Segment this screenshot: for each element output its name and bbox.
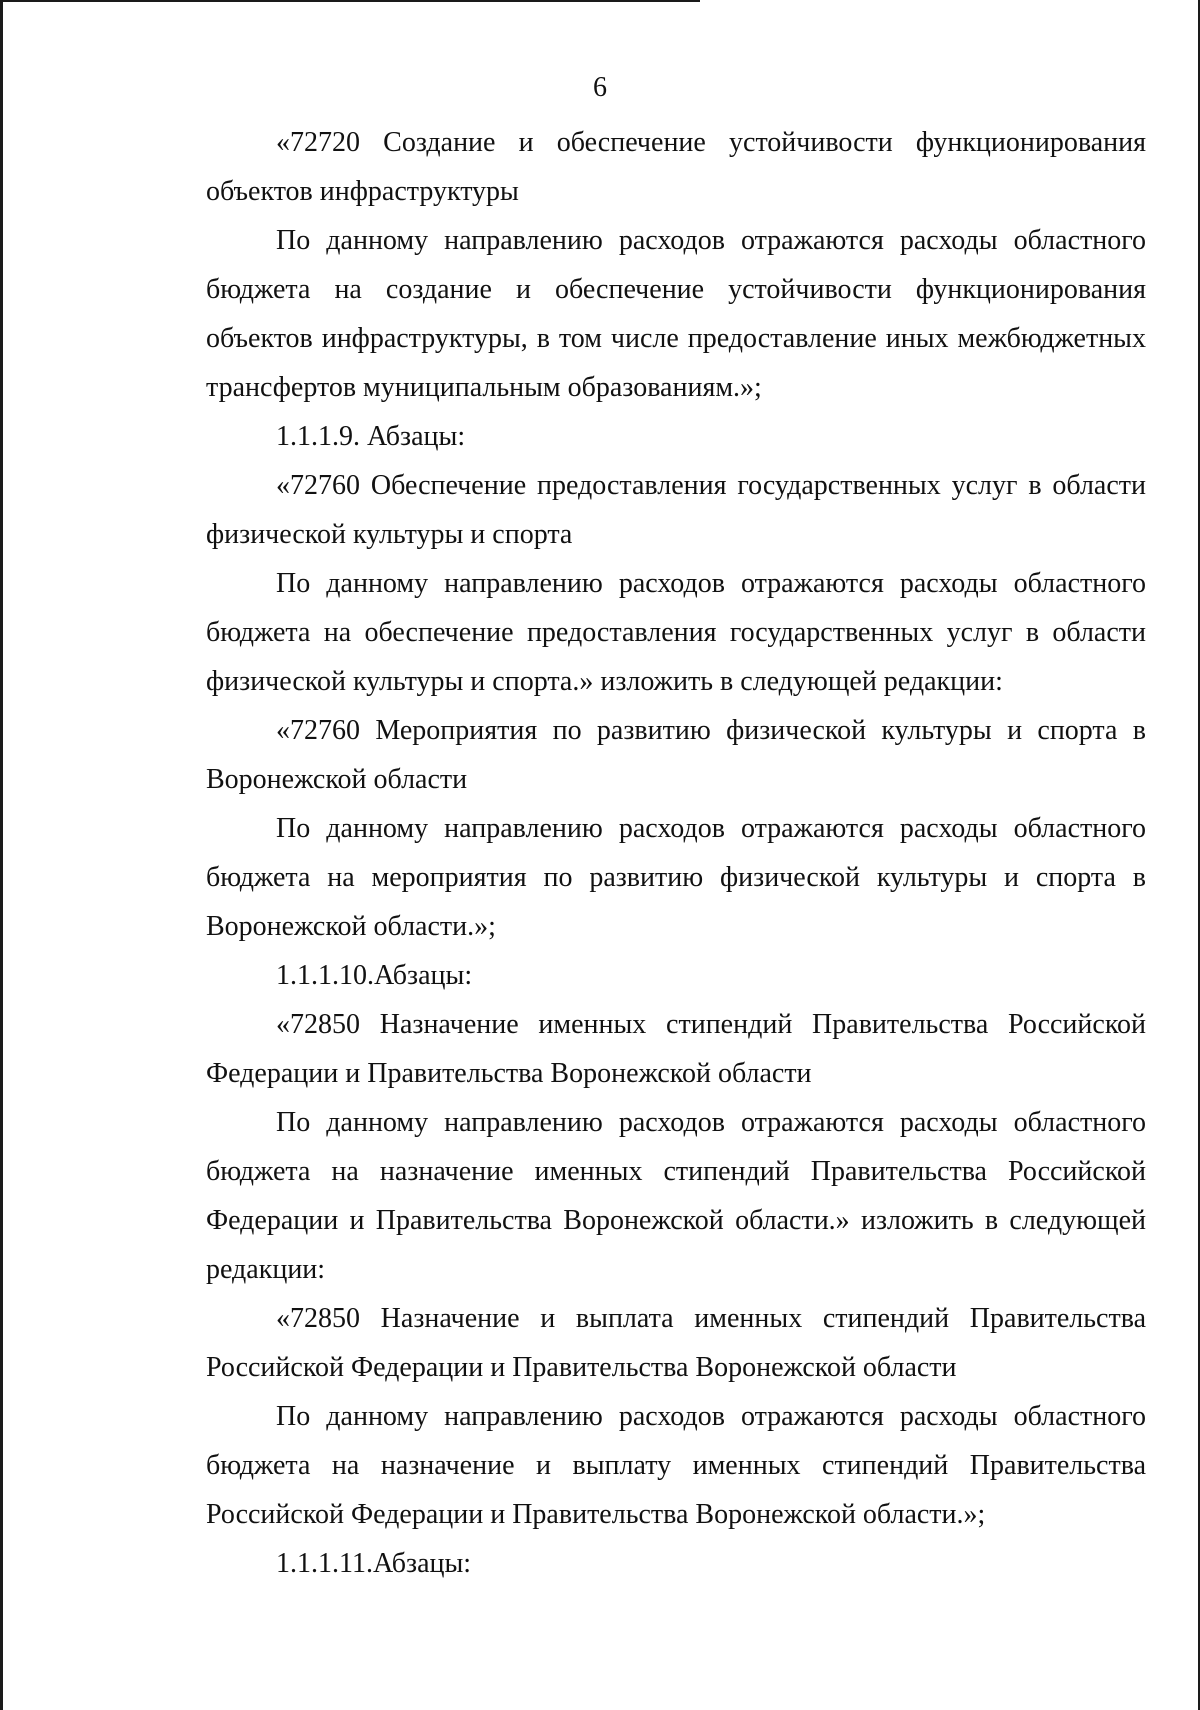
paragraph-72850-old-description: По данному направлению расходов отражаются расходы областного бюджета на назначение именных стипендий Правительства Российской Федерации и Правительства Воронежской области.» изложить в следующей редакции: [206, 1107, 1146, 1285]
clause-1-1-1-10: 1.1.1.10.Абзацы: [276, 960, 473, 991]
paragraph-72850-new-description: По данному направлению расходов отражаются расходы областного бюджета на назначение и выплату именных стипендий Правительства Российской Федерации и Правительства Воронежской области.»; [206, 1401, 1146, 1530]
paragraph-72760-new-title: «72760 Мероприятия по развитию физической культуры и спорта в Воронежской области [206, 715, 1146, 795]
clause-1-1-1-9: 1.1.1.9. Абзацы: [276, 421, 466, 452]
paragraph-72760-old-description: По данному направлению расходов отражаются расходы областного бюджета на обеспечение предоставления государственных услуг в области физической культуры и спорта.» изложить в следующей редакции: [206, 568, 1146, 697]
paragraph-72720-title: «72720 Создание и обеспечение устойчивости функционирования объектов инфраструктуры [206, 127, 1146, 207]
page-number: 6 [593, 72, 607, 103]
paragraph-72720-description: По данному направлению расходов отражаются расходы областного бюджета на создание и обеспечение устойчивости функционирования объектов инфраструктуры, в том числе предоставление иных межбюджетных трансфертов муниципальным образованиям.»; [206, 225, 1146, 403]
paragraph-72850-old-title: «72850 Назначение именных стипендий Правительства Российской Федерации и Правительства Воронежской области [206, 1009, 1146, 1089]
document-body [206, 118, 1146, 1588]
scan-edge-top [0, 0, 700, 2]
paragraph-72760-new-description: По данному направлению расходов отражаются расходы областного бюджета на мероприятия по развитию физической культуры и спорта в Воронежской области.»; [206, 813, 1146, 942]
paragraph-72760-old-title: «72760 Обеспечение предоставления государственных услуг в области физической культуры и спорта [206, 470, 1146, 550]
scan-edge-left [0, 0, 3, 1710]
paragraph-72850-new-title: «72850 Назначение и выплата именных стипендий Правительства Российской Федерации и Правительства Воронежской области [206, 1303, 1146, 1383]
clause-1-1-1-11: 1.1.1.11.Абзацы: [276, 1548, 472, 1579]
